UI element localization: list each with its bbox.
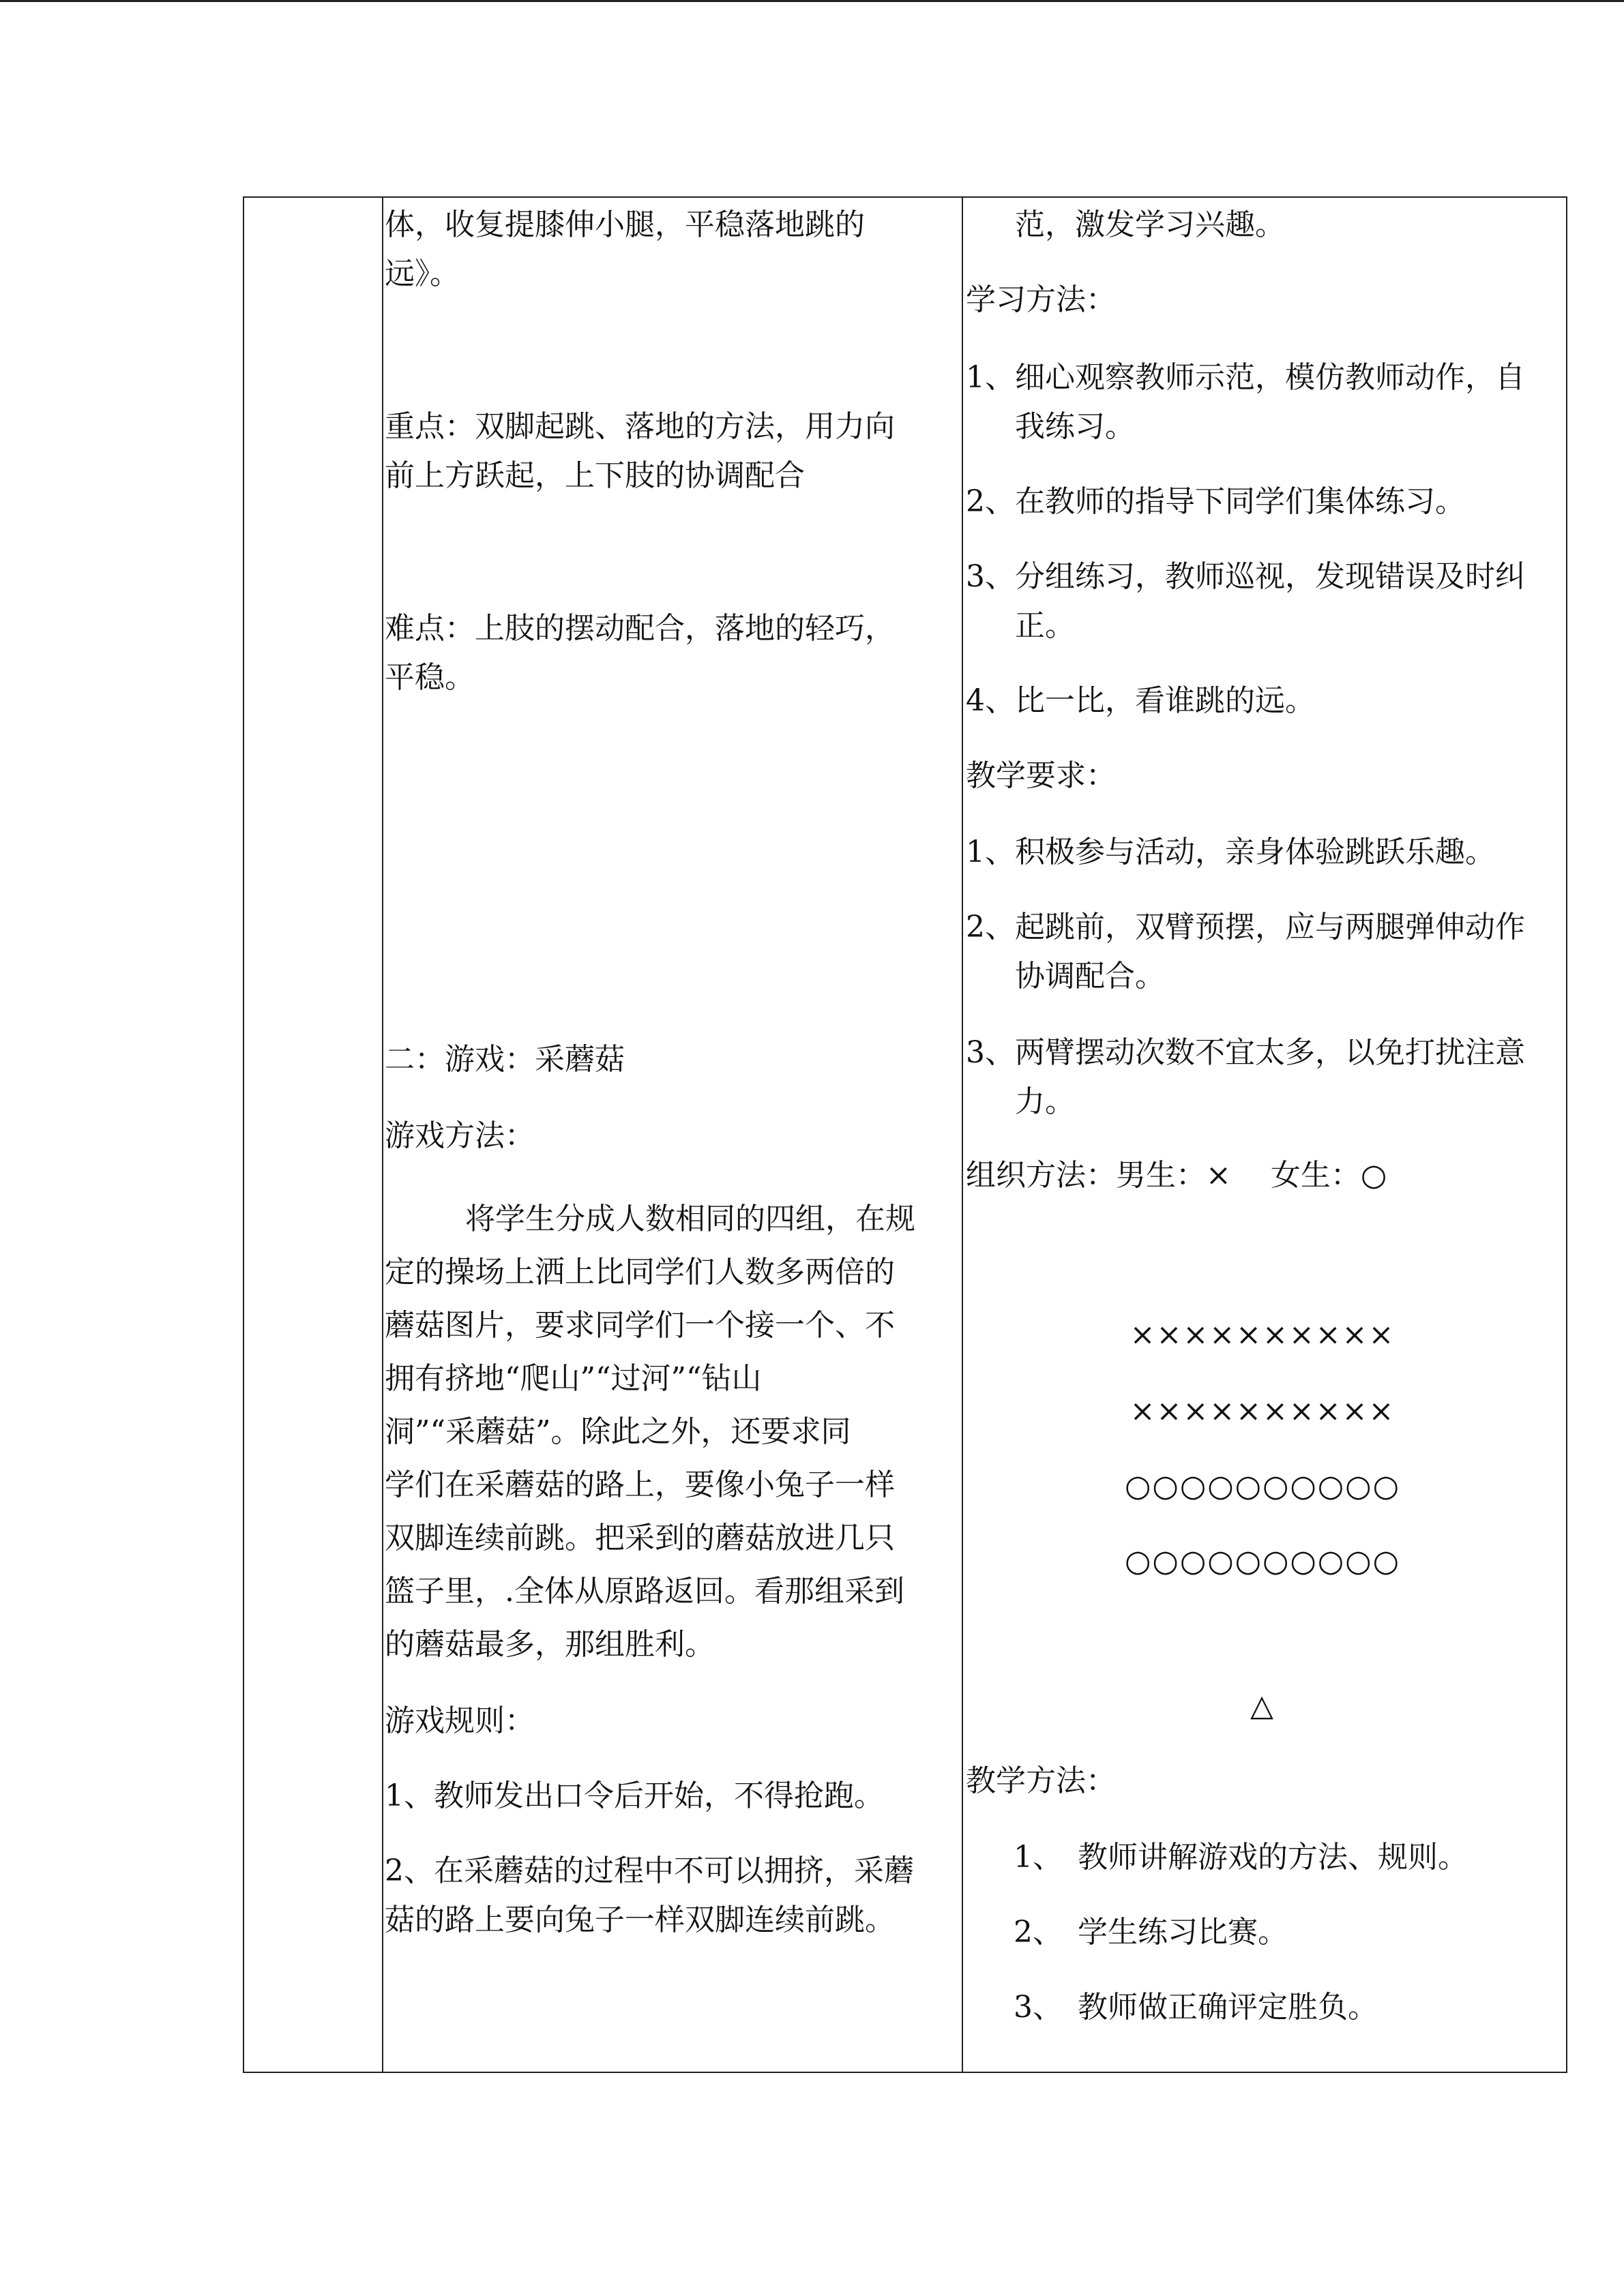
study-item-4-number: 4、 — [966, 683, 1015, 718]
content-continued-line-2: 远》。 — [385, 256, 460, 291]
teaching-item-2-number: 2、 — [1014, 1915, 1063, 1950]
game-method-line-4: 拥有挤地“爬山”“过河”“钻山 — [385, 1361, 762, 1396]
column-divider-1 — [382, 198, 383, 2072]
study-item-2-number: 2、 — [966, 484, 1015, 519]
page-top-border — [0, 0, 1624, 2]
study-item-3-number: 3、 — [966, 559, 1015, 594]
teaching-method-label: 教学方法： — [966, 1763, 1116, 1798]
study-item-3-text: 分组练习，教师巡视，发现错误及时纠正。 — [1015, 559, 1525, 643]
teacher-position-mark: △ — [1250, 1688, 1275, 1723]
requirement-item-3-text: 两臂摆动次数不宜太多，以免打扰注意力。 — [1015, 1035, 1525, 1119]
game-method-line-7: 双脚连续前跳。把采到的蘑菇放进几只 — [385, 1521, 895, 1555]
requirement-item-1-number: 1、 — [966, 835, 1015, 869]
formation-row-boys-2: ×××××××××× — [1130, 1394, 1396, 1429]
game-method-line-2: 定的操场上洒上比同学们人数多两倍的 — [385, 1255, 895, 1289]
game-rule-1: 1、教师发出口令后开始，不得抢跑。 — [385, 1778, 884, 1813]
difficulty-line-1: 难点：上肢的摆动配合，落地的轻巧， — [385, 611, 895, 646]
teaching-requirements-label: 教学要求： — [966, 758, 1116, 793]
requirement-item-1-text: 积极参与活动，亲身体验跳跃乐趣。 — [1015, 835, 1495, 869]
formation-row-girls-2: ○○○○○○○○○○ — [1125, 1544, 1400, 1579]
study-item-4-text: 比一比，看谁跳的远。 — [1015, 683, 1315, 718]
teaching-item-1-number: 1、 — [1014, 1840, 1063, 1875]
key-point-line-1: 重点：双脚起跳、落地的方法，用力向 — [385, 409, 895, 444]
formation-row-boys-1: ×××××××××× — [1130, 1317, 1396, 1352]
game-rule-2-line-2: 菇的路上要向兔子一样双脚连续前跳。 — [385, 1903, 895, 1937]
game-method-line-9: 的蘑菇最多，那组胜利。 — [385, 1627, 715, 1662]
game-rules-label: 游戏规则： — [385, 1703, 535, 1738]
study-item-1-text: 细心观察教师示范，模仿教师动作，自我练习。 — [1015, 360, 1525, 444]
column-divider-2 — [962, 198, 963, 2072]
game-method-line-6: 学们在采蘑菇的路上，要像小兔子一样 — [385, 1467, 895, 1502]
game-method-line-3: 蘑菇图片，要求同学们一个接一个、不 — [385, 1308, 895, 1343]
study-item-2-text: 在教师的指导下同学们集体练习。 — [1015, 484, 1465, 519]
game-method-line-5: 洞”“采蘑菇”。除此之外，还要求同 — [385, 1414, 851, 1449]
game-title: 二：游戏：采蘑菇 — [385, 1042, 625, 1077]
study-item-1-number: 1、 — [966, 360, 1015, 395]
teaching-item-1-text: 教师讲解游戏的方法、规则。 — [1078, 1840, 1468, 1875]
lesson-table — [243, 196, 1567, 2073]
game-method-label: 游戏方法： — [385, 1118, 535, 1153]
game-rule-2-line-1: 2、在采蘑菇的过程中不可以拥挤，采蘑 — [385, 1853, 914, 1888]
key-point-line-2: 前上方跃起，上下肢的协调配合 — [385, 458, 805, 493]
game-method-line-8: 篮子里，.全体从原路返回。看那组采到 — [385, 1574, 904, 1609]
formation-row-girls-1: ○○○○○○○○○○ — [1125, 1469, 1400, 1504]
study-method-label: 学习方法： — [966, 282, 1116, 317]
difficulty-line-2: 平稳。 — [385, 660, 475, 695]
method-continued-line: 范，激发学习兴趣。 — [1015, 207, 1285, 242]
organization-method-label: 组织方法：男生：× 女生：○ — [966, 1158, 1387, 1193]
teaching-item-3-number: 3、 — [1014, 1990, 1063, 2025]
requirement-item-2-text: 起跳前，双臂预摆，应与两腿弹伸动作协调配合。 — [1015, 910, 1525, 994]
teaching-item-3-text: 教师做正确评定胜负。 — [1078, 1990, 1378, 2025]
teaching-item-2-text: 学生练习比赛。 — [1078, 1915, 1288, 1950]
requirement-item-2-number: 2、 — [966, 910, 1015, 944]
requirement-item-3-number: 3、 — [966, 1035, 1015, 1070]
game-method-line-1: 将学生分成人数相同的四组，在规 — [465, 1202, 915, 1236]
content-continued-line-1: 体，收复提膝伸小腿，平稳落地跳的 — [385, 207, 865, 242]
